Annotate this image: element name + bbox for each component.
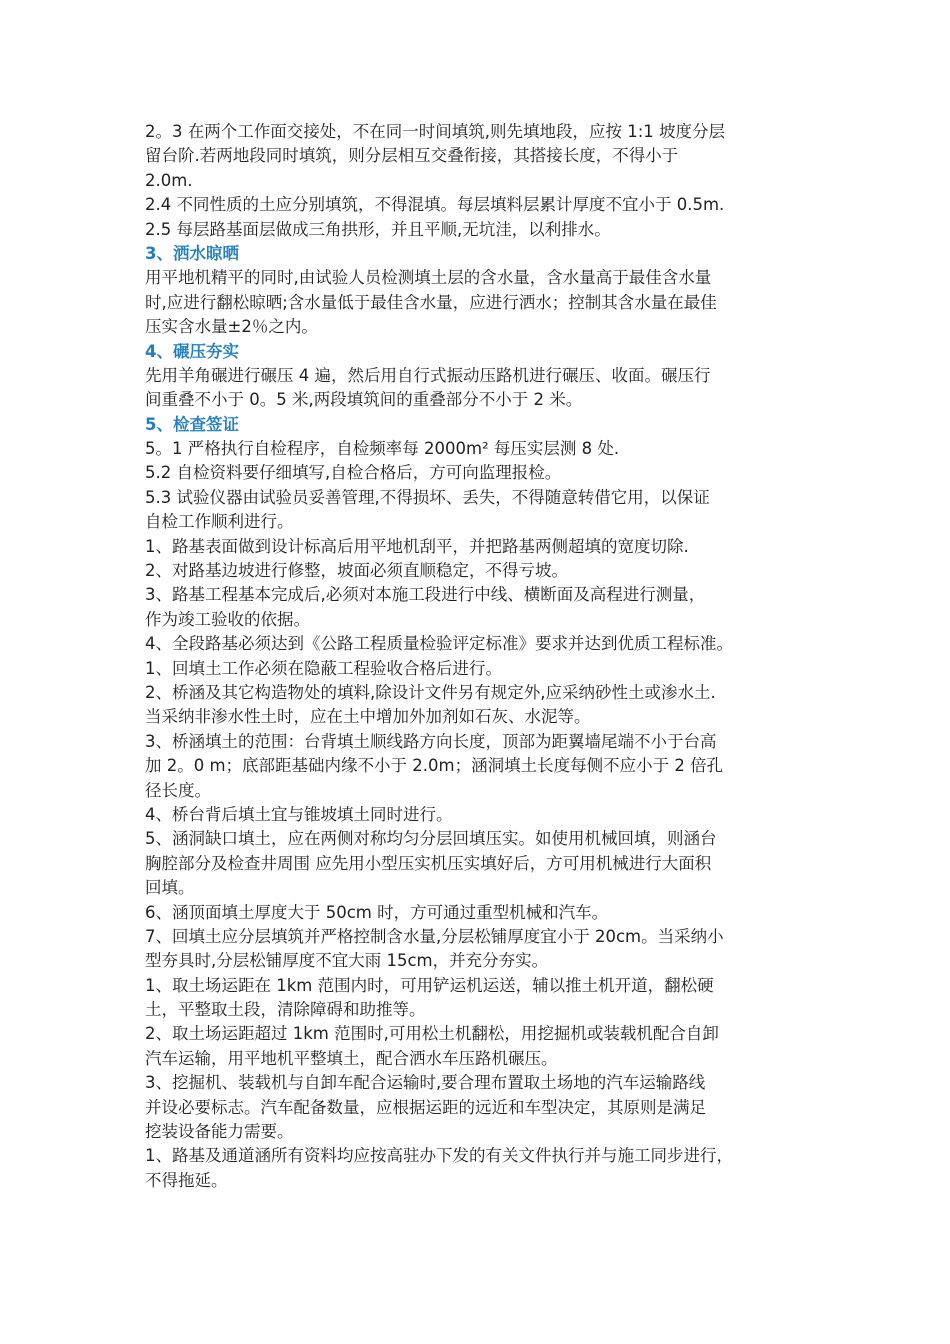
text-line: 1、路基及通道涵所有资料均应按高驻办下发的有关文件执行并与施工同步进行， <box>145 1146 733 1166</box>
text-line: 6、涵顶面填土厚度大于 50cm 时，方可通过重型机械和汽车。 <box>145 902 609 922</box>
text-line: 回填。 <box>145 878 195 898</box>
document-body <box>145 120 835 1193</box>
text-line: 2。3 在两个工作面交接处，不在同一时间填筑,则先填地段，应按 1:1 坡度分层 <box>145 122 726 141</box>
text-line: 并设必要标志。汽车配备数量，应根据运距的远近和车型决定，其原则是满足 <box>145 1097 706 1117</box>
text-line: 3、桥涵填土的范围：台背填土顺线路方向长度，顶部为距翼墙尾端不小于台高 <box>145 731 717 751</box>
text-line: 1、路基表面做到设计标高后用平地机刮平，并把路基两侧超填的宽度切除. <box>145 536 689 556</box>
section-heading: 5、检查签证 <box>145 414 239 434</box>
text-line: 土，平整取土段，清除障碍和助推等。 <box>145 1000 426 1020</box>
text-line: 4、桥台背后填土宜与锥坡填土同时进行。 <box>145 804 453 824</box>
text-line: 挖装设备能力需要。 <box>145 1122 294 1142</box>
text-line: 不得拖延。 <box>145 1170 228 1190</box>
text-line: 型夯具时,分层松铺厚度不宜大雨 15cm，并充分夯实。 <box>145 951 549 971</box>
text-line: 2.0m. <box>145 170 193 190</box>
text-line: 压实含水量±2％之内。 <box>145 317 318 337</box>
text-line: 5.2 自检资料要仔细填写,自检合格后，方可向监理报检。 <box>145 463 562 483</box>
text-line: 作为竣工验收的依据。 <box>145 609 310 629</box>
text-line: 自检工作顺利进行。 <box>145 512 294 532</box>
text-line: 间重叠不小于 0。5 米,两段填筑间的重叠部分不小于 2 米。 <box>145 390 583 410</box>
text-line: 汽车运输，用平地机平整填土，配合洒水车压路机碾压。 <box>145 1048 558 1068</box>
section-heading: 4、碾压夯实 <box>145 341 239 361</box>
text-line: 2.4 不同性质的土应分别填筑，不得混填。每层填料层累计厚度不宜小于 0.5m. <box>145 195 725 215</box>
text-line: 4、全段路基必须达到《公路工程质量检验评定标准》要求并达到优质工程标准。 <box>145 634 733 654</box>
text-line: 3、挖掘机、装载机与自卸车配合运输时,要合理布置取土场地的汽车运输路线 <box>145 1073 706 1093</box>
text-line: 加 2。0 m；底部距基础内缘不小于 2.0m；涵洞填土长度每侧不应小于 2 倍孔 <box>145 756 724 776</box>
text-line: 先用羊角碾进行碾压 4 遍，然后用自行式振动压路机进行碾压、收面。碾压行 <box>145 365 711 385</box>
text-line: 3、路基工程基本完成后,必须对本施工段进行中线、横断面及高程进行测量， <box>145 585 706 605</box>
text-line: 2.5 每层路基面层做成三角拱形，并且平顺,无坑洼，以利排水。 <box>145 219 611 239</box>
text-line: 5、涵洞缺口填土，应在两侧对称均匀分层回填压实。如使用机械回填，则涵台 <box>145 829 717 849</box>
text-line: 留台阶.若两地段同时填筑，则分层相互交叠衔接，其搭接长度，不得小于 <box>145 146 679 166</box>
text-line: 2、对路基边坡进行修整，坡面必须直顺稳定，不得亏坡。 <box>145 561 568 581</box>
text-line: 2、桥涵及其它构造物处的填料,除设计文件另有规定外,应采纳砂性土或渗水土. <box>145 682 716 702</box>
text-line: 时,应进行翻松晾晒;含水量低于最佳含水量，应进行洒水；控制其含水量在最佳 <box>145 292 717 312</box>
text-line: 1、回填土工作必须在隐蔽工程验收合格后进行。 <box>145 658 502 678</box>
text-line: 1、取土场运距在 1km 范围内时，可用铲运机运送，辅以推土机开道，翻松硬 <box>145 975 714 995</box>
text-line: 2、取土场运距超过 1km 范围时,可用松土机翻松，用挖掘机或装载机配合自卸 <box>145 1024 719 1044</box>
section-heading: 3、洒水晾晒 <box>145 243 239 263</box>
text-line: 胸腔部分及检查井周围 应先用小型压实机压实填好后，方可用机械进行大面积 <box>145 853 712 873</box>
text-line: 径长度。 <box>145 780 211 800</box>
text-line: 7、回填土应分层填筑并严格控制含水量,分层松铺厚度宜小于 20cm。当采纳小 <box>145 926 724 946</box>
text-line: 5.3 试验仪器由试验员妥善管理,不得损坏、丢失，不得随意转借它用，以保证 <box>145 487 710 507</box>
text-line: 当采纳非渗水性土时，应在土中增加外加剂如石灰、水泥等。 <box>145 707 591 727</box>
text-line: 用平地机精平的同时,由试验人员检测填土层的含水量，含水量高于最佳含水量 <box>145 268 712 288</box>
text-line: 5。1 严格执行自检程序，自检频率每 2000m² 每压实层测 8 处. <box>145 439 620 459</box>
